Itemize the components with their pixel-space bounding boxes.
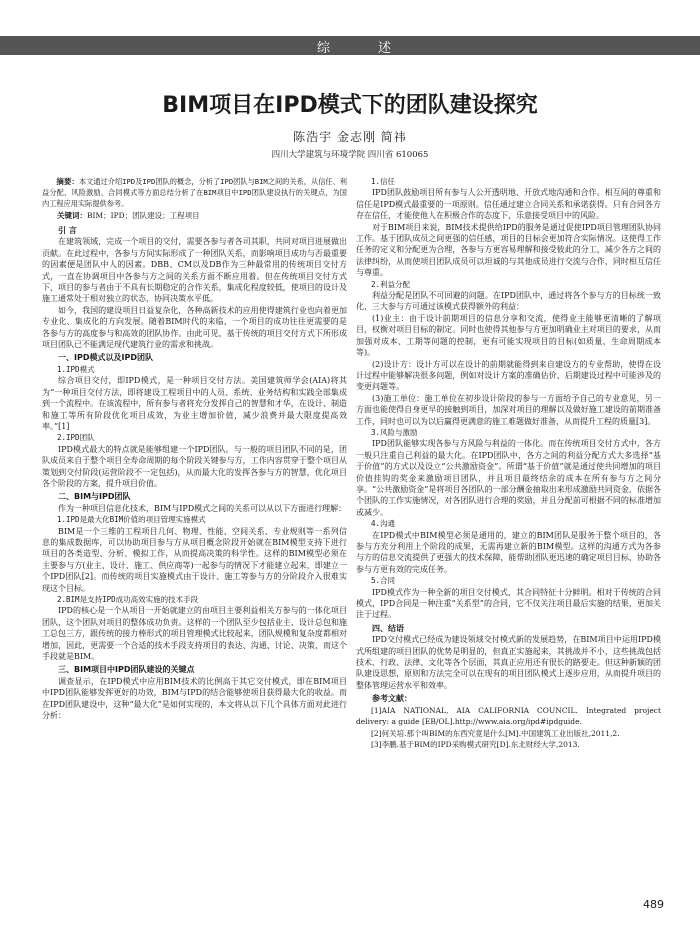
subsection-heading: 2.IPD团队 (57, 433, 95, 443)
reference-item: [3]李鹏.基于BIM的IPD采购模式研究[D].东北财经大学,2013. (371, 739, 580, 749)
section-label-char-2: 述 (378, 41, 393, 56)
section-heading: 参考文献： (372, 694, 412, 704)
paragraph: IPD团队能够实现各参与方风险与利益的一体化。而在传统项目交付方式中，各方一般只注重自己利益的最大化。在IPD团队中，各方之间的利益分配方式大多选择“基于价值”的方式以及设立“公共激励资金”。所谓“基于价值”就是通过使共同增加的项目价值挂钩的奖金来激励项目团队，并且项目最终结余的成本在所有参与方之间分享。“公共激励资金”是将项目各团队的一部分酬金抽取出来形成激励共同资金，依据各个团队的工作实施情况，对各团队进行合理的奖励，并且分配前可根据不同的标准增加或减少。 (356, 439, 661, 517)
paragraph: 如今，我国的建设项目日益复杂化，各种高新技术的应用使得建筑行业也向着更加专业化、集成化的方向发展。随着BIM时代的来临，一个项目的成功往往更需要的是各参与方的高度参与和高效的团队协作。由此可见，基于传统的项目交付方式下所形成项目团队已不能满足现代建筑行业的需求和挑战。 (42, 305, 347, 350)
abstract-text: 本文通过介绍IPD及IPD团队的概念，分析了IPD团队与BIM之间的关系，从信任、利益分配、风险激励、合同模式等方面总结分析了在BIM项目中IPD团队建设执行的关键点，为国内工程应用实际提供参考。 (42, 177, 347, 209)
section-header-bar (0, 36, 700, 55)
paragraph: IPD模式作为一种全新的项目交付模式，其合同特征十分鲜明。相对于传统的合同模式，IPD合同是一种注重“关系型”的合同，它不仅关注项目最后实施的结果，更加关注于过程。 (356, 587, 661, 620)
section-heading: 三、BIM项目中IPD团队建设的关键点 (58, 665, 195, 675)
section-heading: 一、IPD模式以及IPD团队 (58, 353, 153, 363)
paragraph: IPD的核心是一个从项目一开始就建立的由项目主要利益相关方参与的一体化项目团队，这个团队对项目的整体成功负责。这样的一个团队至少包括业主、设计总包和施工总包三方，跟传统的接力棒形式的项目管理模式比较起来，团队规模和复杂度都相对增加，因此，更需要一个合适的技术手段支持项目的表达、沟通、讨论、决策，而这个手段就是BIM。 (42, 606, 347, 662)
authors: 陈浩宇 金志刚 简祎 (293, 130, 407, 144)
paragraph: 调查显示，在IPD模式中应用BIM技术的比例高于其它交付模式，即在BIM项目中IPD团队能够发挥更好的功效，BIM与IPD的结合能够使项目获得最大化的收益。而在IPD团队建设中，这种“最大化”是如何实现的，本文将从以下几个具体方面对此进行分析： (42, 676, 347, 721)
paragraph: (1)业主：由于设计前期项目的信息分享和交流，使得业主能够更清晰的了解项目，权衡对项目目标的制定。同时也使得其他参与方更加明确业主对项目的要求，从而加强对成本、工期等问题的控制，更有可能实现项目的目标(如质量、生命周期成本等)。 (356, 313, 661, 358)
paragraph: BIM是一个三维的工程项目几何、物理、性能、空间关系、专业规则等一系列信息的集成数据库，可以协助项目参与方从项目概念阶段开始就在BIM模型支持下进行项目的各类造型、分析、模拟工作，从而提高决策的科学性。这样的BIM模型必须在主要参与方(业主、设计、施工、供应商等)一起参与的情况下才能建立起来，即建立一个IPD团队[2]。而传统的项目实施模式由于设计、施工等参与方的分阶段介入很难实现这个目标。 (42, 526, 347, 593)
subsection-heading: 5.合同 (371, 576, 396, 586)
abstract (42, 176, 347, 210)
paragraph: 作为一种项目信息化技术，BIM与IPD模式之间的关系可以从以下方面进行理解： (58, 503, 347, 513)
subsection-heading: 1.信任 (371, 177, 396, 186)
reference-item: [1]AIA NATIONAL, AIA CALIFORNIA COUNCIL. Integrated project delivery: a guide [EB/OL].http://www.aia.org/ipd#ipdguide. (356, 705, 661, 727)
subsection-heading: 1.IPD是最大化BIM价值的项目管理实施模式 (57, 515, 206, 525)
subsection-heading: 1.IPD模式 (57, 364, 95, 374)
paragraph: 利益分配是团队不可回避的问题。在IPD团队中，通过将各个参与方的目标统一致化，三大参与方可通过该模式获得额外的利益： (356, 291, 661, 312)
abstract-label: 摘要： (56, 177, 79, 186)
left-column (42, 176, 347, 721)
page-number: 489 (643, 898, 664, 911)
section-heading: 引 言 (58, 226, 77, 236)
right-column (356, 176, 661, 750)
keywords-label: 关键词： (57, 210, 87, 220)
section-heading: 四、结语 (372, 623, 404, 633)
paragraph: 在IPD模式中BIM模型必须是通用的，建立的BIM团队是服务于整个项目的，各参与方充分利用上个阶段的成果，无需再建立新的BIM模型。这样的沟通方式为各参与方的信息交流提供了更强大的技术保障，能帮助团队更迅速的确定项目目标，协助各参与方更有效的完成任务。 (356, 530, 661, 574)
subsection-heading: 2.BIM是支持IPD成功高效实施的技术手段 (57, 595, 199, 605)
section-heading: 二、BIM与IPD团队 (58, 492, 131, 502)
reference-item: [2]何关培.那个叫BIM的东西究竟是什么[M].中国建筑工业出版社,2011,2. (371, 728, 620, 738)
keywords (42, 210, 347, 221)
subsection-heading: 4.沟通 (371, 519, 396, 529)
subsection-heading: 3.风险与激励 (371, 427, 418, 437)
keywords-text: BIM；IPD；团队建设；工程项目 (87, 210, 200, 220)
article-title: BIM项目在IPD模式下的团队建设探究 (162, 93, 538, 118)
paragraph: IPD团队鼓励项目所有参与人公开透明地、开放式地沟通和合作。相互间的尊重和信任是IPD模式最重要的一项原则。信任通过建立合同关系和承诺获得。只有合同各方存在信任，才能使他人在积极合作的态度下，乐意接受项目中的风险。 (356, 188, 661, 221)
paragraph: (3)施工单位：施工单位在初步设计阶段的参与一方面给予自己的专业意见，另一方面也能使得自身更早的接触到项目，加深对项目的理解以及做好施工建设的前期准备工作，同时也可以为以后赢得更满意的施工难题做好准备，从而提升工程的质量[3]。 (356, 393, 661, 426)
section-label-char-1: 综 (317, 41, 332, 56)
paragraph: 对于BIM项目来说，BIM技术提供给IPD的服务是通过促使IPD项目管理团队协同工作。基于团队成员之间更强的信任感，项目的目标会更加符合实际情况。这使得工作任务的定义和分配更为合理，各参与方更容易理解和接受彼此的分工，减少各方之间的法律纠纷，从而使项目团队成员可以坦诚的与其他成员进行交流与合作，同时相互信任与尊重。 (356, 222, 661, 278)
paragraph: IPD交付模式已经成为建设领域交付模式新的发展趋势，在BIM项目中运用IPD模式所组建的项目团队的优势是明显的，但真正实施起来，其挑战并不小，这些挑战包括技术、行政、法律、文化等各个层面，其真正应用还有很长的路要走。但这种新颖的团队建设思想，原则和方法完全可以在现有的项目团队模式上逐步应用，从而提升项目的整体管理运营水平和效率。 (356, 635, 661, 690)
paragraph: IPD模式最大的特点就是能够组建一个IPD团队。与一般的项目团队不同的是，团队成员来自于整个项目全寿命周期的每个阶段关键参与方，工作内容贯穿于整个项目从策划到交付阶段(运营阶段不一定包括)，从而最大化的发挥各参与方的智慧，优化项目各个阶段的方案，提升项目价值。 (42, 444, 347, 488)
affiliation: 四川大学建筑与环境学院 四川省 610065 (271, 150, 429, 160)
paragraph: 综合项目交付，即IPD模式，是一种项目交付方法。美国建筑师学会(AIA)将其为“一种项目交付方法，即将建设工程项目中的人员、系统、业务结构和实践全部集成到一个流程中。在该流程中，所有参与者将充分发挥自己的智慧和才华，在设计、制造和施工等所有阶段优化项目成效，为业主增加价值，减少浪费并最大限度提高效率。”[1] (42, 376, 347, 431)
subsection-heading: 2.利益分配 (371, 279, 411, 289)
paragraph: (2)设计方：设计方可以在设计的前期就能得到来自建设方的专业帮助，使得在设计过程中能够解决很多问题，例如对设计方案的准确估价、后期建设过程中可能涉及的变更问题等。 (356, 359, 661, 392)
paragraph: 在建筑领域，完成一个项目的交付，需要各参与者各司其职，共同对项目进展做出贡献。在此过程中，各参与方间实际形成了一种团队关系，而影响项目成功与否最重要的因素便是团队中人的因素。DBB、CM以及DB作为三种最常用的传统项目交付方式，一直在协调项目中各参与方之间的关系方面不断应用着。但在传统项目交付方式下，项目的参与者由于不具有长期稳定的合作关系，集成化程度较低，使项目的设计及施工通常处于相对独立的状态，协同决策水平低。 (42, 237, 347, 304)
